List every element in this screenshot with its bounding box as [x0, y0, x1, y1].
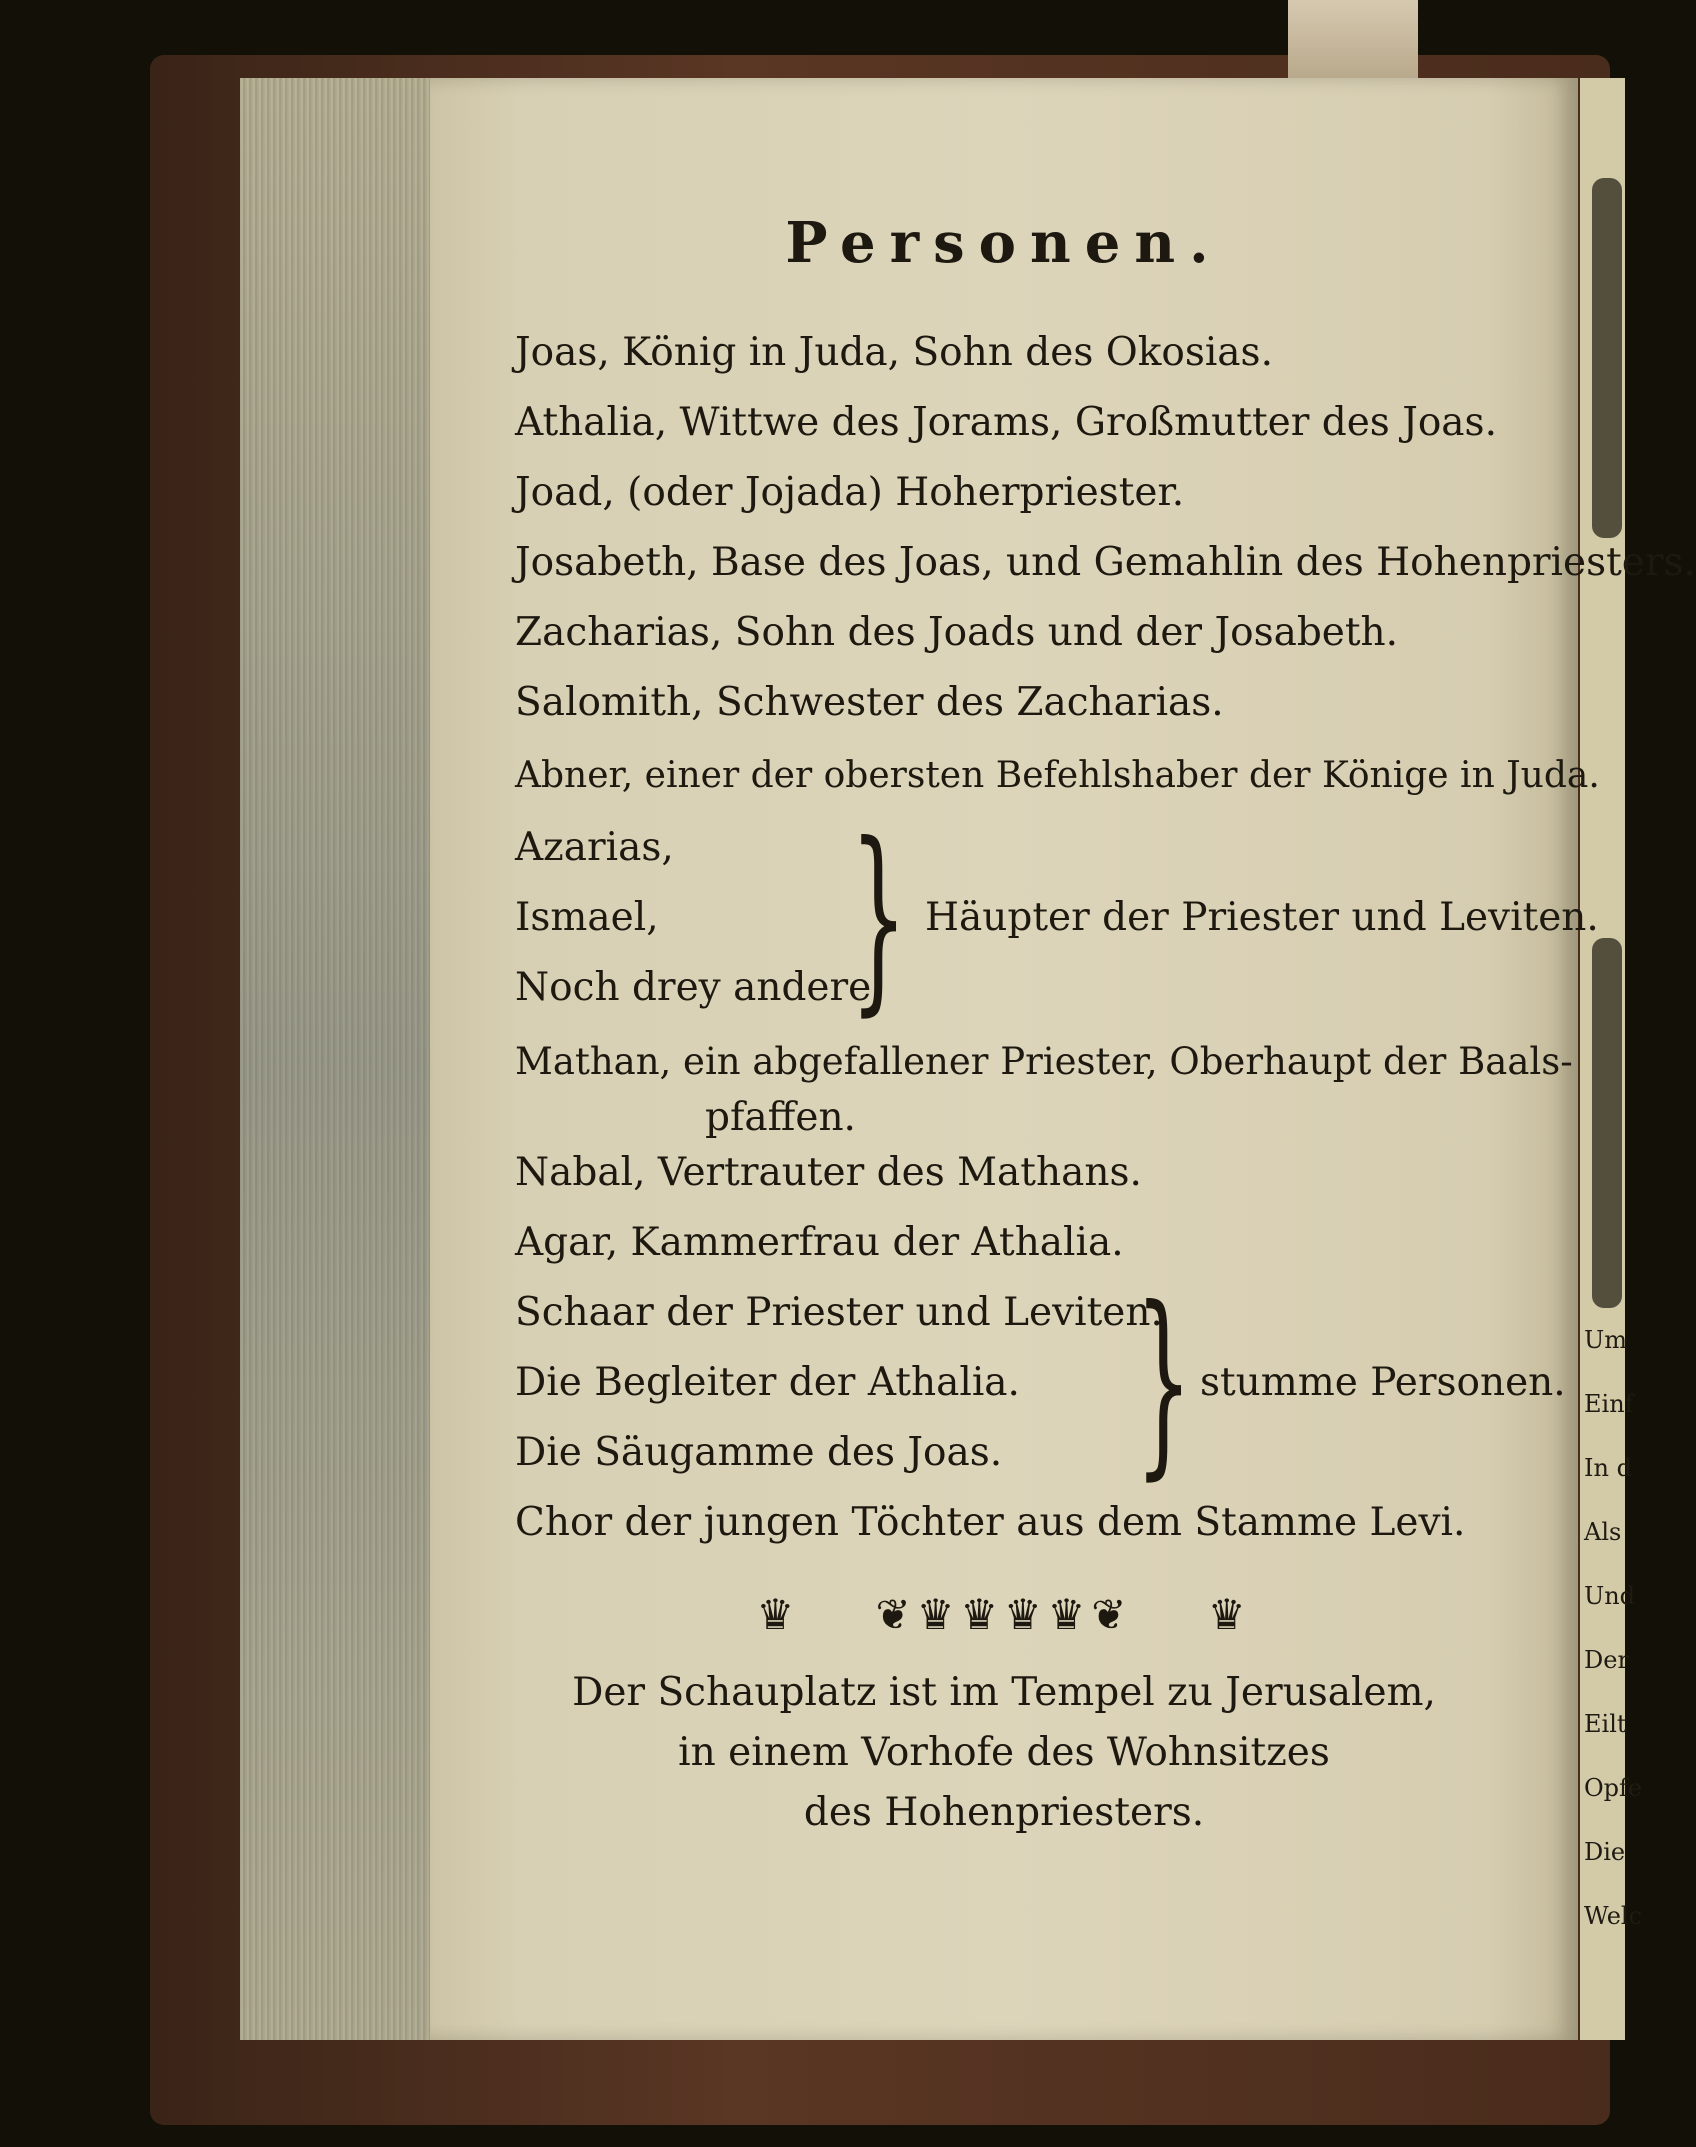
- margin-word: Als: [1584, 1518, 1622, 1546]
- cast-line: Zacharias, Sohn des Joads und der Josabeth.: [515, 610, 1399, 655]
- page-title: Personen.: [785, 210, 1223, 276]
- margin-word: Die: [1584, 1838, 1626, 1866]
- group2-label: stumme Personen.: [1200, 1360, 1566, 1405]
- group1-name: Noch drey andere: [515, 965, 872, 1010]
- floral-ornament-icon: [1592, 938, 1622, 1308]
- floral-ornament-icon: [1592, 178, 1622, 538]
- group2-name: Die Begleiter der Athalia.: [515, 1360, 1020, 1405]
- cast-line: Joas, König in Juda, Sohn des Okosias.: [515, 330, 1273, 375]
- cast-line: Athalia, Wittwe des Jorams, Großmutter des Joas.: [515, 400, 1497, 445]
- group2-name: Die Säugamme des Joas.: [515, 1430, 1003, 1475]
- cast-line: Agar, Kammerfrau der Athalia.: [515, 1220, 1124, 1265]
- setting-line: des Hohenpriesters.: [803, 1790, 1205, 1835]
- cast-line: Mathan, ein abgefallener Priester, Oberhaupt der Baals-: [515, 1040, 1573, 1083]
- cast-line: Salomith, Schwester des Zacharias.: [515, 680, 1224, 725]
- margin-word: In d: [1584, 1454, 1632, 1482]
- group1-name: Azarias,: [515, 825, 674, 870]
- ornament-row: [430, 1590, 1578, 1639]
- group2-name: Schaar der Priester und Leviten.: [515, 1290, 1163, 1335]
- margin-word: Der: [1584, 1646, 1629, 1674]
- setting-line: Der Schauplatz ist im Tempel zu Jerusalem,: [572, 1670, 1436, 1715]
- page-edges: [240, 78, 440, 2040]
- cast-line: Joad, (oder Jojada) Hoherpriester.: [515, 470, 1185, 515]
- crown-icon: ♛: [1207, 1590, 1252, 1639]
- cast-line: Josabeth, Base des Joas, und Gemahlin des Hohenpriesters.: [515, 540, 1696, 585]
- right-page-fragment: [1580, 78, 1643, 2040]
- chorus-line: Chor der jungen Töchter aus dem Stamme Levi.: [515, 1500, 1466, 1545]
- margin-word: Opfe: [1584, 1774, 1643, 1802]
- cast-line: Abner, einer der obersten Befehlshaber der Könige in Juda.: [515, 755, 1600, 796]
- setting-line: in einem Vorhofe des Wohnsitzes: [678, 1730, 1330, 1775]
- crown-icon: ♛: [756, 1590, 801, 1639]
- margin-word: Welc: [1584, 1902, 1643, 1930]
- decorative-band-icon: ❦♛♛♛♛❦: [875, 1590, 1133, 1639]
- group1-brace: }: [850, 801, 908, 1034]
- cast-line: pfaffen.: [705, 1095, 856, 1140]
- bookmark-ribbon: [1288, 0, 1418, 78]
- group2-brace: }: [1135, 1265, 1193, 1498]
- group1-label: Häupter der Priester und Leviten.: [925, 895, 1599, 940]
- margin-word: Und: [1584, 1582, 1636, 1610]
- margin-word: Eilt: [1584, 1710, 1627, 1738]
- cast-line: Nabal, Vertrauter des Mathans.: [515, 1150, 1142, 1195]
- group1-name: Ismael,: [515, 895, 659, 940]
- margin-word: Um: [1584, 1326, 1627, 1354]
- margin-word: Einf: [1584, 1390, 1634, 1418]
